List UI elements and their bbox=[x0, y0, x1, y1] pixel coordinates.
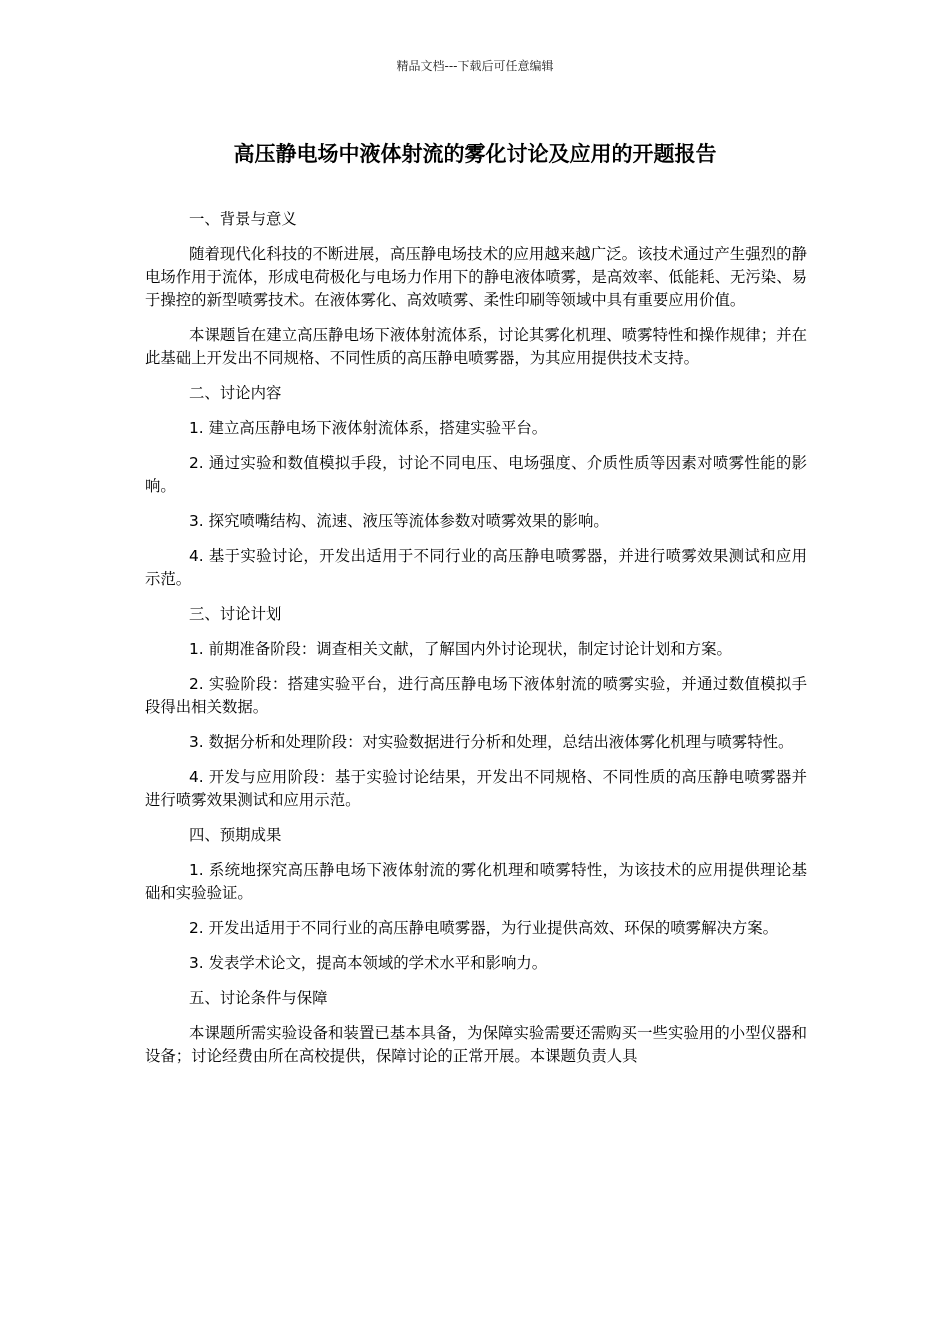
paragraph: 本课题所需实验设备和装置已基本具备，为保障实验需要还需购买一些实验用的小型仪器和设备；讨论经费由所在高校提供，保障讨论的正常开展。本课题负责人具 bbox=[145, 1024, 807, 1065]
list-item: 3. 探究喷嘴结构、流速、液压等流体参数对喷雾效果的影响。 bbox=[189, 512, 609, 530]
list-item: 4. 开发与应用阶段：基于实验讨论结果，开发出不同规格、不同性质的高压静电喷雾器并进行喷雾效果测试和应用示范。 bbox=[145, 768, 807, 809]
section-heading-conditions: 五、讨论条件与保障 bbox=[189, 989, 328, 1007]
document-title: 高压静电场中液体射流的雾化讨论及应用的开题报告 bbox=[233, 142, 717, 166]
list-item: 1. 前期准备阶段：调查相关文献，了解国内外讨论现状，制定讨论计划和方案。 bbox=[189, 640, 732, 658]
list-item: 2. 通过实验和数值模拟手段，讨论不同电压、电场强度、介质性质等因素对喷雾性能的影响。 bbox=[145, 454, 807, 495]
list-item: 1. 系统地探究高压静电场下液体射流的雾化机理和喷雾特性，为该技术的应用提供理论基础和实验验证。 bbox=[145, 861, 807, 902]
list-item: 2. 实验阶段：搭建实验平台，进行高压静电场下液体射流的喷雾实验，并通过数值模拟手段得出相关数据。 bbox=[145, 675, 807, 716]
document-body bbox=[145, 208, 807, 1080]
header-note: 精品文档---下载后可任意编辑 bbox=[396, 59, 554, 73]
paragraph: 随着现代化科技的不断进展，高压静电场技术的应用越来越广泛。该技术通过产生强烈的静电场作用于流体，形成电荷极化与电场力作用下的静电液体喷雾，是高效率、低能耗、无污染、易于操控的新型喷雾技术。在液体雾化、高效喷雾、柔性印刷等领域中具有重要应用价值。 bbox=[145, 245, 807, 309]
list-item: 2. 开发出适用于不同行业的高压静电喷雾器，为行业提供高效、环保的喷雾解决方案。 bbox=[189, 919, 779, 937]
list-item: 3. 数据分析和处理阶段：对实验数据进行分析和处理，总结出液体雾化机理与喷雾特性。 bbox=[189, 733, 794, 751]
list-item: 4. 基于实验讨论，开发出适用于不同行业的高压静电喷雾器，并进行喷雾效果测试和应用示范。 bbox=[145, 547, 807, 588]
list-item: 3. 发表学术论文，提高本领域的学术水平和影响力。 bbox=[189, 954, 548, 972]
section-heading-content: 二、讨论内容 bbox=[189, 384, 282, 402]
paragraph: 本课题旨在建立高压静电场下液体射流体系，讨论其雾化机理、喷雾特性和操作规律；并在此基础上开发出不同规格、不同性质的高压静电喷雾器，为其应用提供技术支持。 bbox=[145, 326, 807, 367]
section-heading-outcomes: 四、预期成果 bbox=[189, 826, 282, 844]
section-heading-background: 一、背景与意义 bbox=[189, 210, 297, 228]
list-item: 1. 建立高压静电场下液体射流体系，搭建实验平台。 bbox=[189, 419, 548, 437]
section-heading-plan: 三、讨论计划 bbox=[189, 605, 282, 623]
